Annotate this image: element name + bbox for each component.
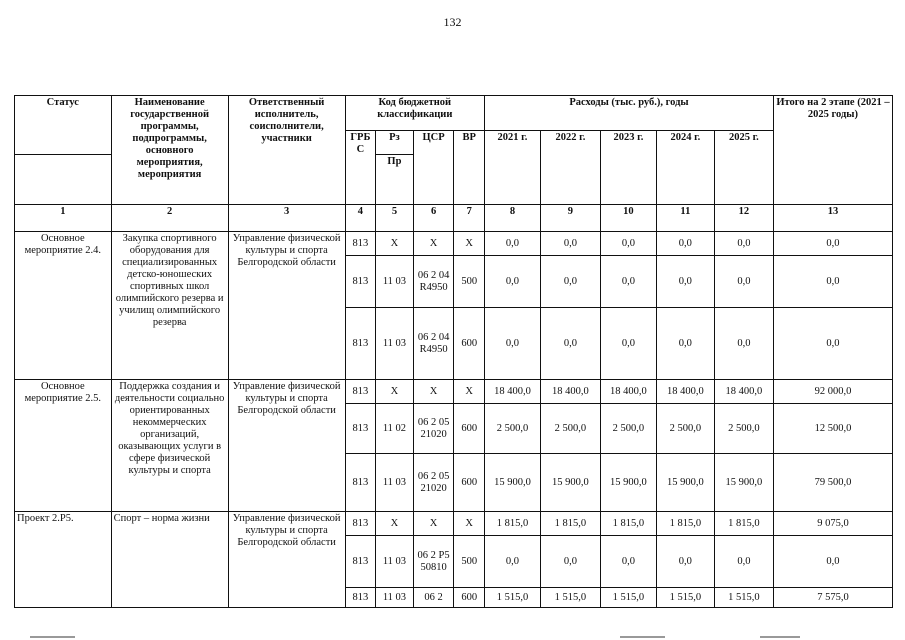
grbs-cell: 813 bbox=[345, 308, 376, 380]
value-2023: 1 815,0 bbox=[600, 512, 656, 536]
col-num-13: 13 bbox=[773, 205, 892, 232]
header-year-2025: 2025 г. bbox=[714, 131, 773, 205]
col-num-12: 12 bbox=[714, 205, 773, 232]
value-2024: 0,0 bbox=[656, 256, 714, 308]
value-2025: 2 500,0 bbox=[714, 404, 773, 454]
value-2023: 0,0 bbox=[600, 536, 656, 588]
col-num-5: 5 bbox=[376, 205, 414, 232]
status-cell: Основное мероприятие 2.5. bbox=[15, 380, 112, 512]
responsible-cell: Управление физической культуры и спорта Белгородской области bbox=[228, 232, 345, 380]
value-2024: 2 500,0 bbox=[656, 404, 714, 454]
name-cell: Поддержка создания и деятельности социально ориентированных некоммерческих организаций, оказывающих услуги в сфере физической культуры и спорта bbox=[111, 380, 228, 512]
col-num-9: 9 bbox=[540, 205, 600, 232]
responsible-cell: Управление физической культуры и спорта Белгородской области bbox=[228, 512, 345, 608]
col-num-1: 1 bbox=[15, 205, 112, 232]
header-pr: Пр bbox=[376, 155, 414, 205]
scan-edge bbox=[0, 632, 905, 640]
header-expenses: Расходы (тыс. руб.), годы bbox=[484, 96, 773, 131]
value-2024: 1 815,0 bbox=[656, 512, 714, 536]
value-2024: 0,0 bbox=[656, 308, 714, 380]
value-2025: 1 815,0 bbox=[714, 512, 773, 536]
value-2024: 0,0 bbox=[656, 232, 714, 256]
grbs-cell: 813 bbox=[345, 536, 376, 588]
value-2022: 1 815,0 bbox=[540, 512, 600, 536]
csr-cell: 06 2 04 R4950 bbox=[413, 308, 454, 380]
grbs-cell: 813 bbox=[345, 588, 376, 608]
header-year-2023: 2023 г. bbox=[600, 131, 656, 205]
col-num-3: 3 bbox=[228, 205, 345, 232]
col-num-11: 11 bbox=[656, 205, 714, 232]
value-2024: 18 400,0 bbox=[656, 380, 714, 404]
value-2021: 15 900,0 bbox=[484, 454, 540, 512]
status-cell: Проект 2.Р5. bbox=[15, 512, 112, 608]
value-2024: 1 515,0 bbox=[656, 588, 714, 608]
header-name: Наименование государственной программы, подпрограммы, основного мероприятия, мероприятия bbox=[111, 96, 228, 205]
total-cell: 9 075,0 bbox=[773, 512, 892, 536]
grbs-cell: 813 bbox=[345, 380, 376, 404]
rzpr-cell: 11 03 bbox=[376, 256, 414, 308]
rzpr-cell: X bbox=[376, 380, 414, 404]
vr-cell: 500 bbox=[454, 256, 485, 308]
col-num-7: 7 bbox=[454, 205, 485, 232]
vr-cell: X bbox=[454, 380, 485, 404]
value-2021: 0,0 bbox=[484, 256, 540, 308]
header-year-2022: 2022 г. bbox=[540, 131, 600, 205]
rzpr-cell: X bbox=[376, 232, 414, 256]
csr-cell: X bbox=[413, 512, 454, 536]
csr-cell: 06 2 bbox=[413, 588, 454, 608]
header-csr: ЦСР bbox=[413, 131, 454, 205]
vr-cell: X bbox=[454, 512, 485, 536]
grbs-cell: 813 bbox=[345, 512, 376, 536]
vr-cell: X bbox=[454, 232, 485, 256]
header-grbs: ГРБ С bbox=[345, 131, 376, 205]
header-responsible: Ответственный исполнитель, соисполнители, участники bbox=[228, 96, 345, 205]
value-2023: 0,0 bbox=[600, 232, 656, 256]
total-cell: 12 500,0 bbox=[773, 404, 892, 454]
csr-cell: 06 2 05 21020 bbox=[413, 404, 454, 454]
csr-cell: X bbox=[413, 380, 454, 404]
value-2021: 1 815,0 bbox=[484, 512, 540, 536]
col-num-4: 4 bbox=[345, 205, 376, 232]
total-cell: 0,0 bbox=[773, 308, 892, 380]
budget-table bbox=[14, 95, 893, 608]
value-2022: 0,0 bbox=[540, 256, 600, 308]
value-2025: 0,0 bbox=[714, 256, 773, 308]
col-num-10: 10 bbox=[600, 205, 656, 232]
status-cell: Основное мероприятие 2.4. bbox=[15, 232, 112, 380]
grbs-cell: 813 bbox=[345, 454, 376, 512]
name-cell: Спорт – норма жизни bbox=[111, 512, 228, 608]
value-2023: 0,0 bbox=[600, 256, 656, 308]
total-cell: 92 000,0 bbox=[773, 380, 892, 404]
rzpr-cell: X bbox=[376, 512, 414, 536]
total-cell: 0,0 bbox=[773, 232, 892, 256]
rzpr-cell: 11 03 bbox=[376, 536, 414, 588]
value-2022: 15 900,0 bbox=[540, 454, 600, 512]
value-2021: 18 400,0 bbox=[484, 380, 540, 404]
csr-cell: X bbox=[413, 232, 454, 256]
table-row bbox=[15, 512, 893, 536]
value-2024: 0,0 bbox=[656, 536, 714, 588]
page-number: 132 bbox=[443, 15, 462, 29]
csr-cell: 06 2 Р5 50810 bbox=[413, 536, 454, 588]
value-2025: 1 515,0 bbox=[714, 588, 773, 608]
value-2022: 0,0 bbox=[540, 536, 600, 588]
grbs-cell: 813 bbox=[345, 232, 376, 256]
value-2021: 0,0 bbox=[484, 536, 540, 588]
table-row bbox=[15, 380, 893, 404]
rzpr-cell: 11 02 bbox=[376, 404, 414, 454]
csr-cell: 06 2 04 R4950 bbox=[413, 256, 454, 308]
table-body bbox=[15, 232, 893, 608]
value-2023: 0,0 bbox=[600, 308, 656, 380]
value-2021: 0,0 bbox=[484, 308, 540, 380]
vr-cell: 600 bbox=[454, 404, 485, 454]
header-rz: Рз bbox=[376, 131, 414, 155]
total-cell: 0,0 bbox=[773, 256, 892, 308]
value-2024: 15 900,0 bbox=[656, 454, 714, 512]
vr-cell: 500 bbox=[454, 536, 485, 588]
value-2022: 0,0 bbox=[540, 232, 600, 256]
header-year-2024: 2024 г. bbox=[656, 131, 714, 205]
header-budget-code: Код бюджетной классификации bbox=[345, 96, 484, 131]
scan-mark bbox=[760, 636, 800, 638]
responsible-cell: Управление физической культуры и спорта Белгородской области bbox=[228, 380, 345, 512]
value-2022: 0,0 bbox=[540, 308, 600, 380]
value-2025: 0,0 bbox=[714, 536, 773, 588]
value-2025: 0,0 bbox=[714, 232, 773, 256]
value-2023: 15 900,0 bbox=[600, 454, 656, 512]
value-2021: 1 515,0 bbox=[484, 588, 540, 608]
grbs-cell: 813 bbox=[345, 404, 376, 454]
value-2023: 2 500,0 bbox=[600, 404, 656, 454]
value-2022: 1 515,0 bbox=[540, 588, 600, 608]
col-num-8: 8 bbox=[484, 205, 540, 232]
value-2021: 0,0 bbox=[484, 232, 540, 256]
col-num-2: 2 bbox=[111, 205, 228, 232]
grbs-cell: 813 bbox=[345, 256, 376, 308]
rzpr-cell: 11 03 bbox=[376, 454, 414, 512]
value-2022: 2 500,0 bbox=[540, 404, 600, 454]
value-2025: 15 900,0 bbox=[714, 454, 773, 512]
table-row bbox=[15, 232, 893, 256]
total-cell: 0,0 bbox=[773, 536, 892, 588]
value-2025: 0,0 bbox=[714, 308, 773, 380]
value-2025: 18 400,0 bbox=[714, 380, 773, 404]
header-total: Итого на 2 этапе (2021 – 2025 годы) bbox=[773, 96, 892, 205]
vr-cell: 600 bbox=[454, 454, 485, 512]
name-cell: Закупка спортивного оборудования для специализированных детско-юношеских спортивных школ олимпийского резерва и училищ олимпийского резерва bbox=[111, 232, 228, 380]
header-year-2021: 2021 г. bbox=[484, 131, 540, 205]
col-num-6: 6 bbox=[413, 205, 454, 232]
scan-mark bbox=[30, 636, 75, 638]
header-vr: ВР bbox=[454, 131, 485, 205]
value-2022: 18 400,0 bbox=[540, 380, 600, 404]
total-cell: 7 575,0 bbox=[773, 588, 892, 608]
csr-cell: 06 2 05 21020 bbox=[413, 454, 454, 512]
header-status: Статус bbox=[15, 96, 112, 155]
vr-cell: 600 bbox=[454, 588, 485, 608]
scan-mark bbox=[620, 636, 665, 638]
rzpr-cell: 11 03 bbox=[376, 308, 414, 380]
vr-cell: 600 bbox=[454, 308, 485, 380]
total-cell: 79 500,0 bbox=[773, 454, 892, 512]
value-2023: 18 400,0 bbox=[600, 380, 656, 404]
rzpr-cell: 11 03 bbox=[376, 588, 414, 608]
value-2023: 1 515,0 bbox=[600, 588, 656, 608]
value-2021: 2 500,0 bbox=[484, 404, 540, 454]
